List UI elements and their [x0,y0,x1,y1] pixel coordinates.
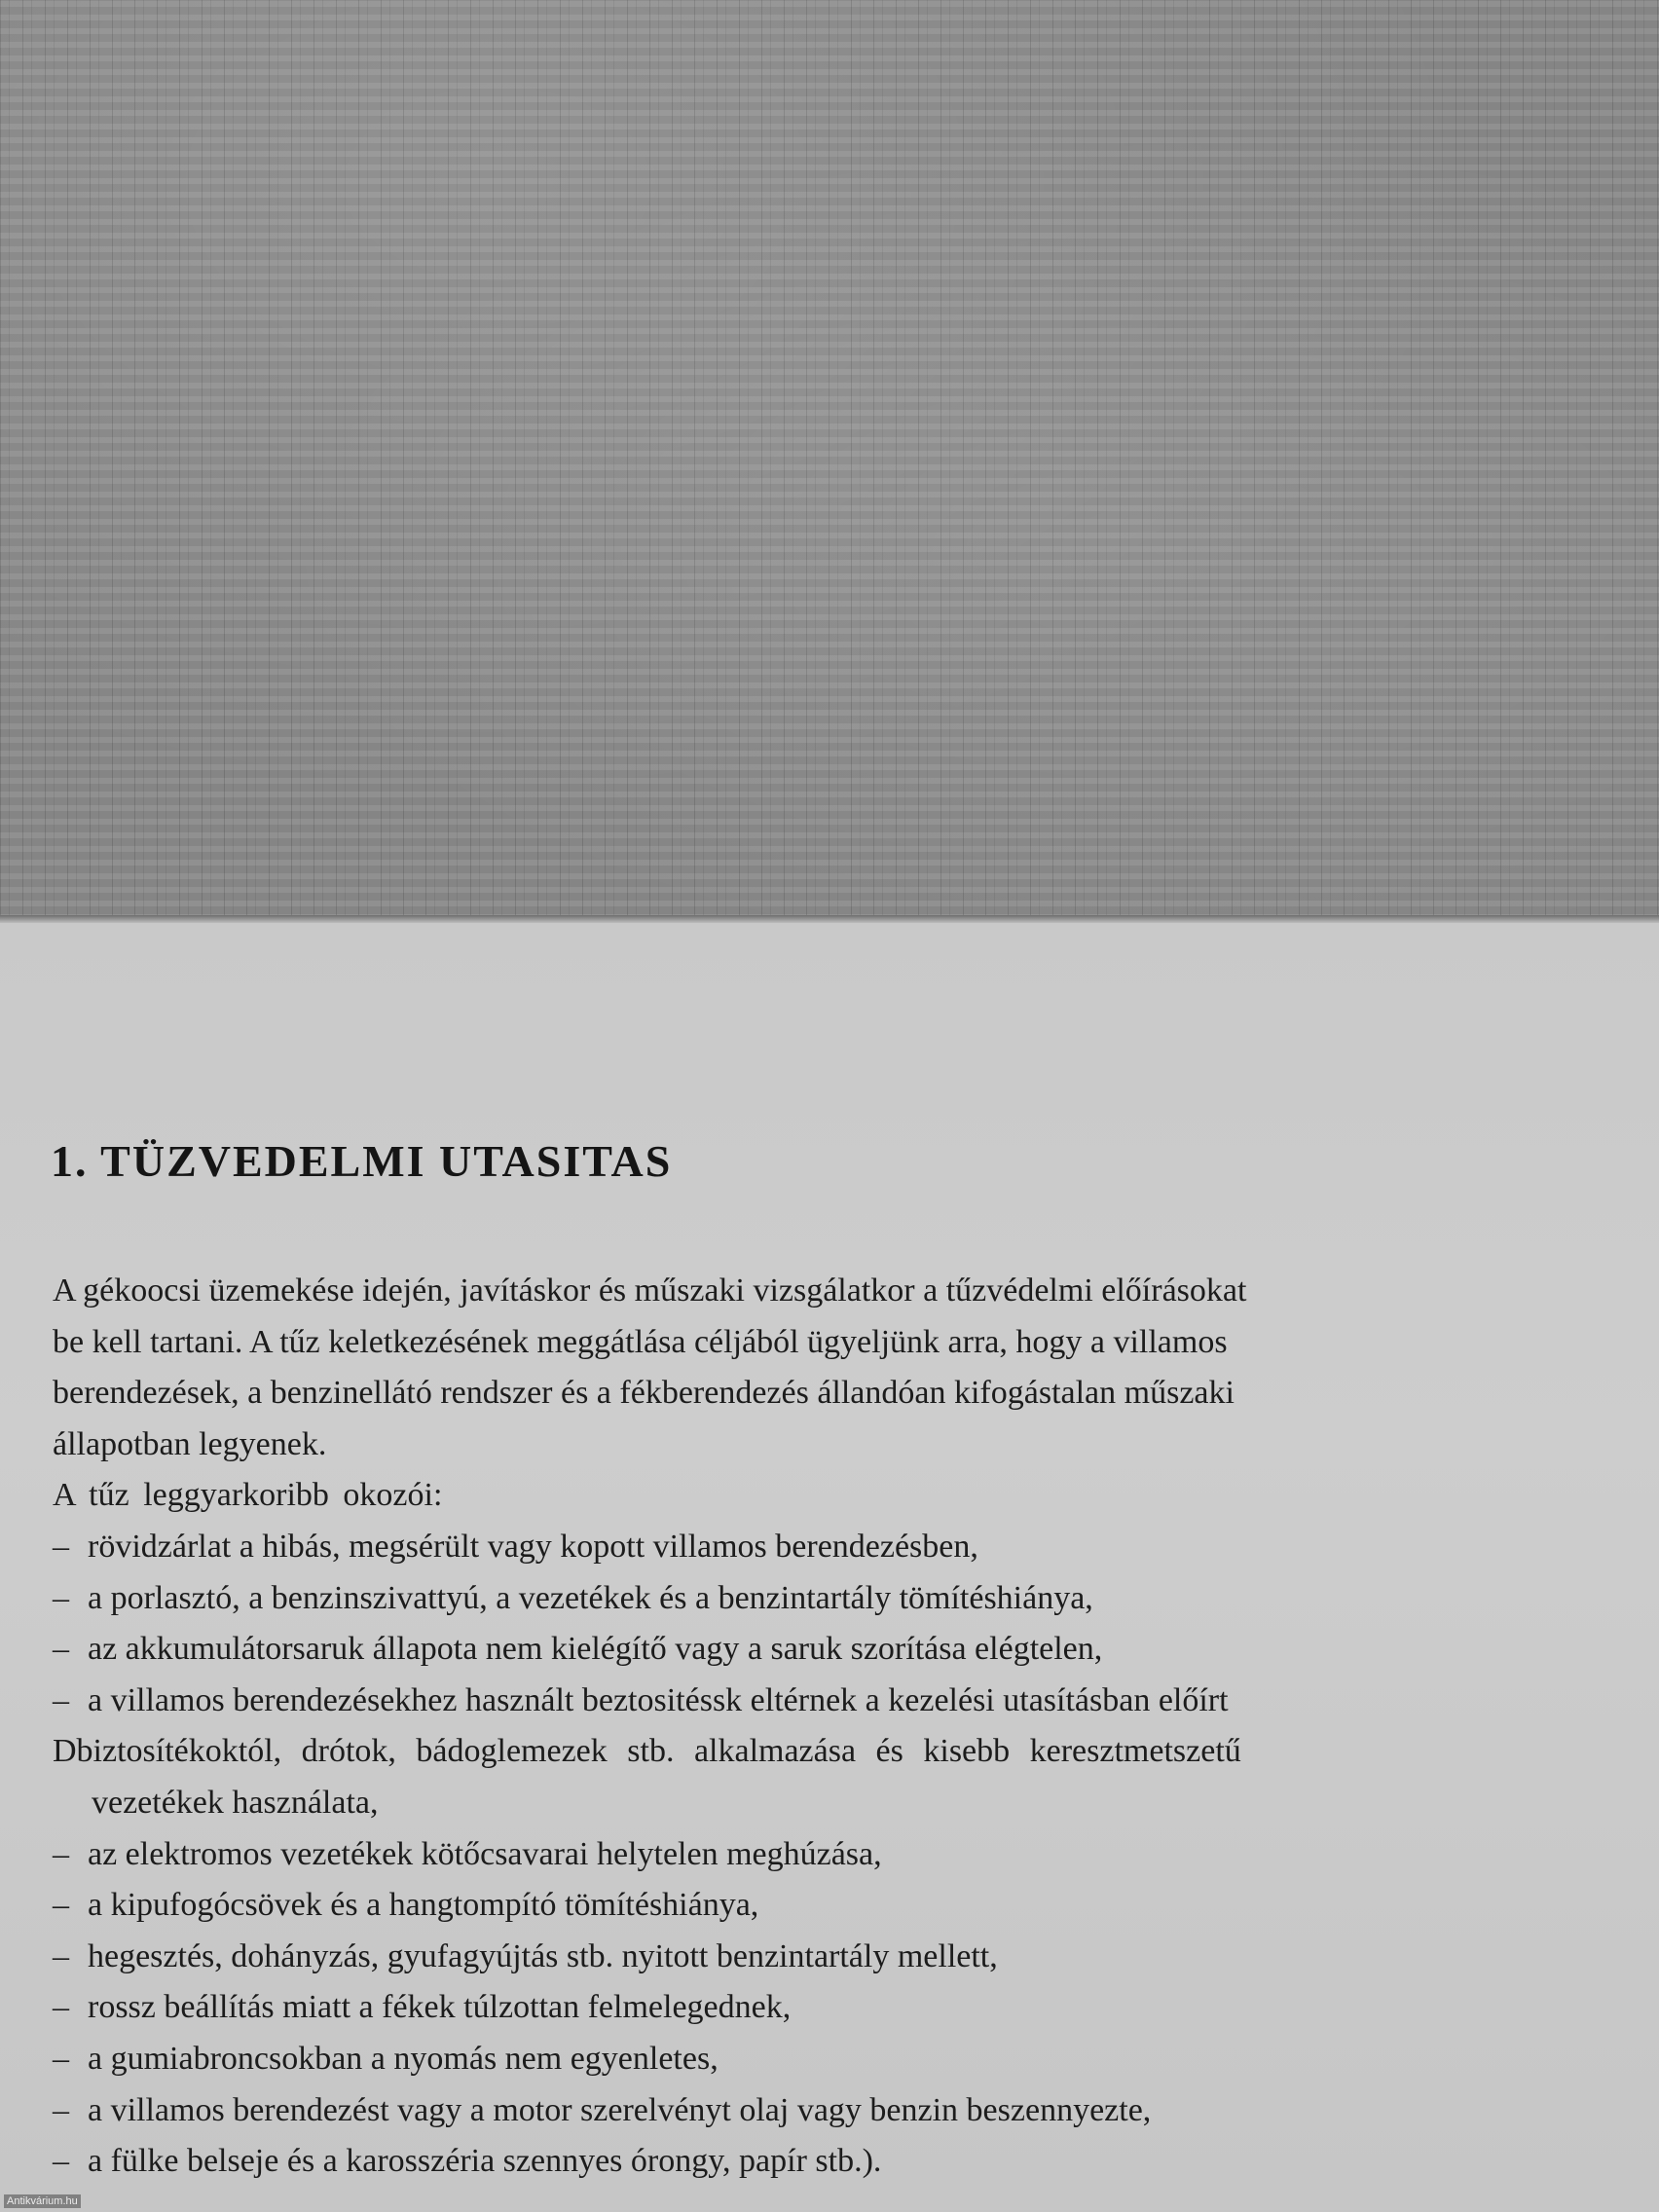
list-item-text: rossz beállítás miatt a fékek túlzottan felmelegednek, [88,1989,792,2026]
list-item [53,1932,1552,1983]
paragraph-line: be kell tartani. A tűz keletkezésének meggátlása céljából ügyeljünk arra, hogy a villamos [53,1323,1228,1360]
cover-flap [0,0,1659,920]
list-item-text: a kipufogócsövek és a hangtompító tömítéshiánya, [88,1887,759,1924]
list-item-text: a villamos berendezésekhez használt beztositéssk eltérnek a kezelési utasításban előírt [88,1681,1229,1718]
list-item-continuation [53,1726,1552,1778]
list-item [53,1880,1552,1932]
list-item [53,2136,1552,2188]
list-marker: – [53,1631,69,1668]
list-marker: – [53,1989,69,2026]
list-marker: – [53,1528,69,1565]
section-heading: 1. TÜZVEDELMI UTASITAS [51,1136,673,1186]
list-item [53,1573,1552,1625]
list-marker: – [53,1681,69,1718]
list-marker: – [53,1937,69,1974]
list-item-text: hegesztés, dohányzás, gyufagyújtás stb. nyitott benzintartály mellett, [88,1937,998,1974]
list-marker: – [53,1579,69,1616]
cover-edge [0,915,1659,923]
list-item [53,2085,1552,2137]
list-item [53,1982,1552,2034]
paragraph-line: állapotban legyenek. [53,1425,327,1462]
list-item [53,2034,1552,2085]
list-item-text: vezetékek használata, [92,1784,379,1821]
list-item-text: a fülke belseje és a karosszéria szennyes órongy, papír stb.). [88,2143,882,2180]
list-item [53,1829,1552,1881]
paragraph-line: A tűz leggyarkoribb okozói: [53,1477,443,1514]
list-item [53,1624,1552,1676]
body-text [53,1266,1552,2188]
paragraph-line: berendezések, a benzinellátó rendszer és a fékberendezés állandóan kifogástalan műszaki [53,1375,1235,1412]
causes-list [53,1522,1552,2188]
watermark: Antikvárium.hu [4,2194,81,2208]
paragraph-line: A gékoocsi üzemekése idején, javításkor és műszaki vizsgálatkor a tűzvédelmi előírásokat [53,1272,1247,1309]
list-item-text: rövidzárlat a hibás, megsérült vagy kopott villamos berendezésben, [88,1528,978,1565]
list-item-text: a porlasztó, a benzinszivattyú, a vezetékek és a benzintartály tömítéshiánya, [88,1579,1093,1616]
list-marker: – [53,2040,69,2077]
document-page [0,923,1659,2212]
list-item-text: a gumiabroncsokban a nyomás nem egyenletes, [88,2040,719,2077]
list-item-text: az elektromos vezetékek kötőcsavarai helytelen meghúzása, [88,1835,882,1872]
list-item [53,1522,1552,1573]
list-marker: – [53,1835,69,1872]
list-marker: – [53,2143,69,2180]
list-item-text: az akkumulátorsaruk állapota nem kielégítő vagy a saruk szorítása elégtelen, [88,1631,1103,1668]
list-item-continuation [53,1778,1552,1829]
list-item-text: Dbiztosítékoktól, drótok, bádoglemezek stb. alkalmazása és kisebb keresztmetszetű [53,1733,1241,1770]
list-item [53,1676,1552,1727]
list-marker: – [53,1887,69,1924]
list-marker: – [53,2091,69,2128]
list-item-text: a villamos berendezést vagy a motor szerelvényt olaj vagy benzin beszennyezte, [88,2091,1152,2128]
